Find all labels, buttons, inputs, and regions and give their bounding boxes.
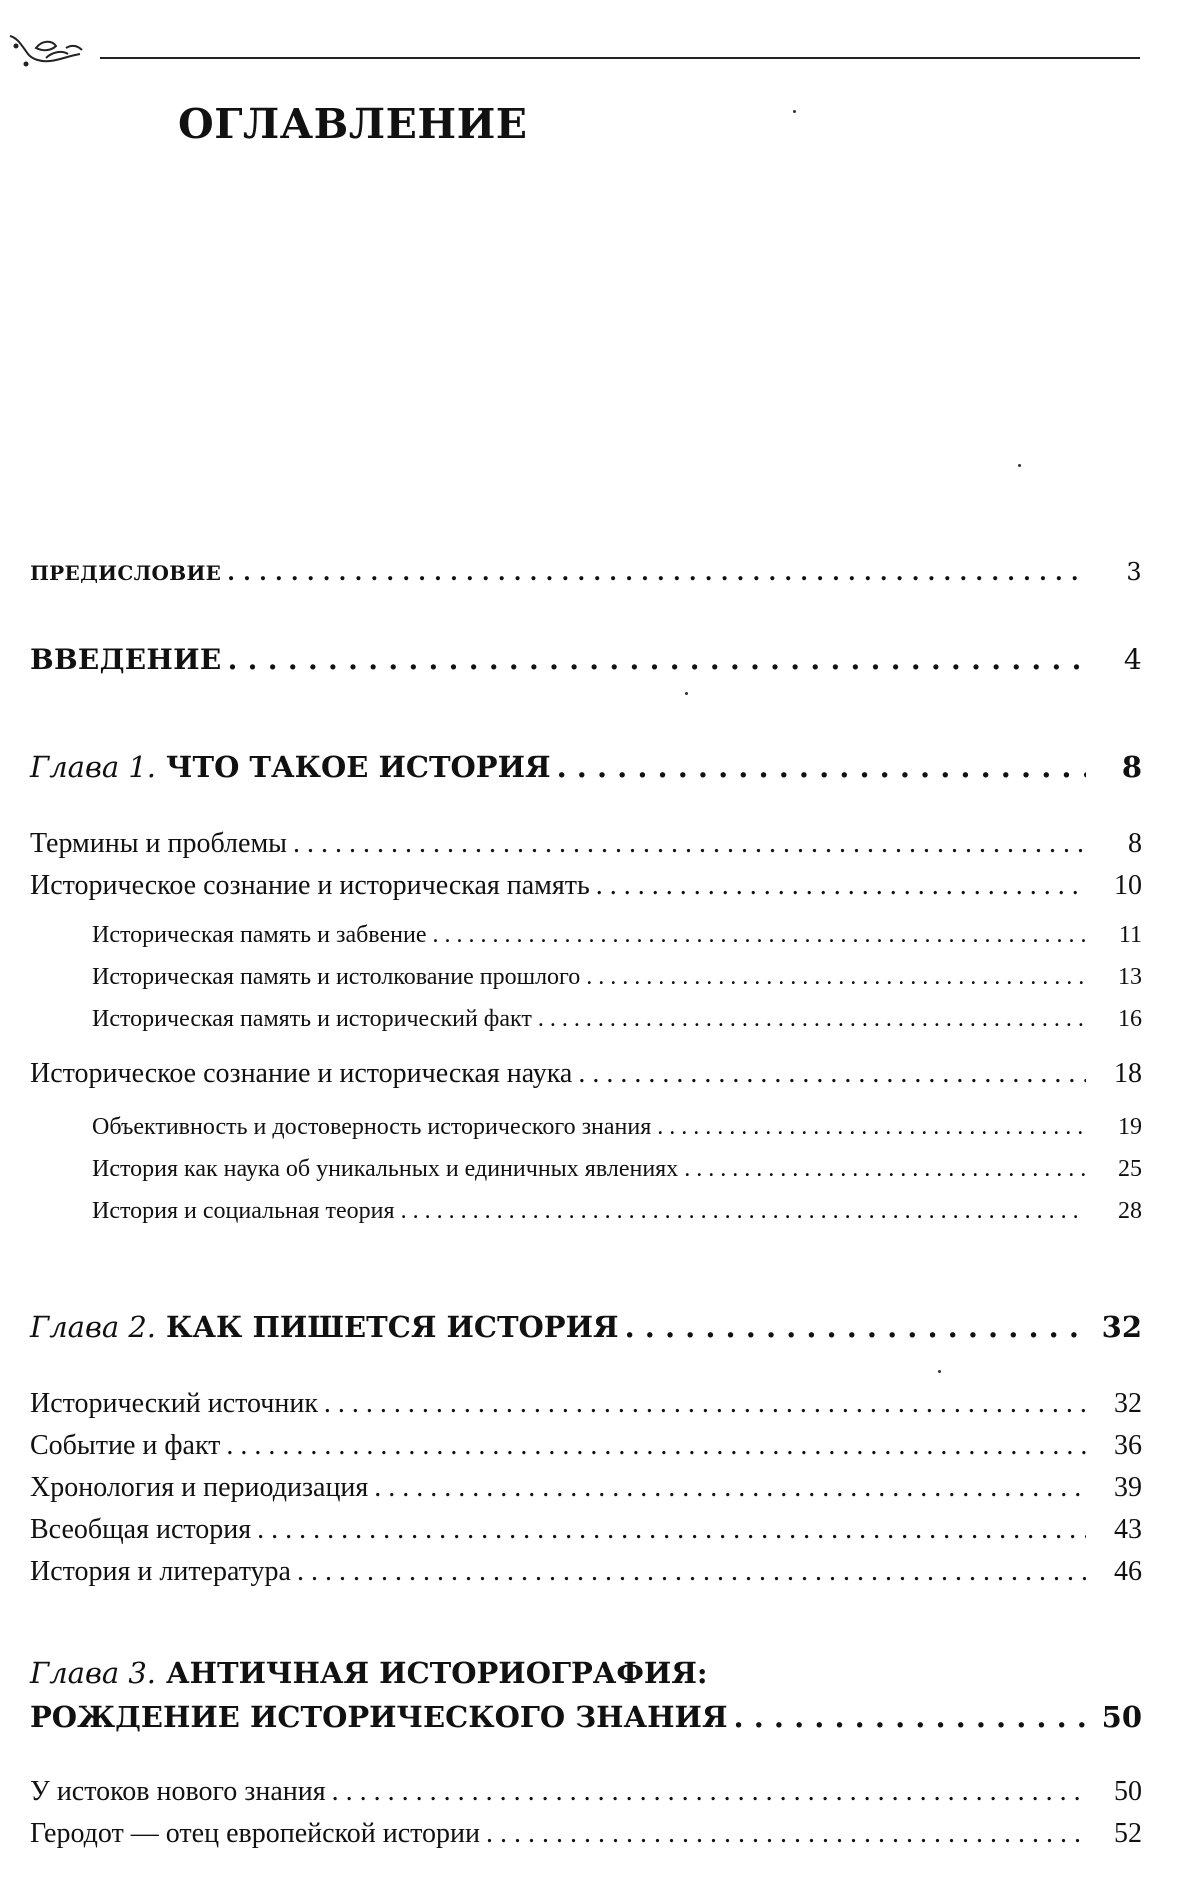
toc-subsection-label: Историческая память и забвение — [92, 922, 427, 948]
dot-leader — [293, 828, 1086, 860]
toc-section-label: Всеобщая история — [30, 1514, 252, 1545]
dot-leader — [538, 1006, 1086, 1033]
toc-entry-preface[interactable] — [0, 558, 1142, 586]
toc-section-label: Событие и факт — [30, 1430, 221, 1461]
dot-leader — [557, 750, 1086, 784]
toc-subsection-label: История и социальная теория — [92, 1198, 395, 1224]
toc-subsection-label: Объективность и достоверность исторического знания — [92, 1114, 652, 1140]
toc-page-number: 18 — [1114, 1058, 1142, 1089]
dot-leader — [226, 1430, 1086, 1462]
toc-section-label: Историческое сознание и историческая наука — [30, 1058, 573, 1089]
toc-chapter-2[interactable] — [0, 1310, 1142, 1344]
toc-page-number: 39 — [1114, 1472, 1142, 1503]
dot-leader — [596, 870, 1086, 902]
toc-entry-label: ВВЕДЕНИЕ — [30, 643, 222, 676]
chapter-label: Глава 1. — [30, 750, 157, 784]
toc-page-number: 52 — [1114, 1818, 1142, 1849]
toc-subsection-label: История как наука об уникальных и единичных явлениях — [92, 1156, 679, 1182]
scan-speck — [1018, 464, 1021, 467]
chapter-title: КАК ПИШЕТСЯ ИСТОРИЯ — [166, 1310, 619, 1344]
toc-subsection-label: Историческая память и истолкование прошлого — [92, 964, 581, 990]
chapter-title: ЧТО ТАКОЕ ИСТОРИЯ — [166, 750, 551, 784]
toc-page-number: 10 — [1114, 870, 1142, 901]
toc-section-label: Хронология и периодизация — [30, 1472, 369, 1503]
toc-subsection[interactable] — [0, 1114, 1142, 1141]
toc-page-number: 8 — [1121, 750, 1142, 784]
dot-leader — [401, 1198, 1086, 1225]
toc-subsection[interactable] — [0, 964, 1142, 991]
toc-page-number: 4 — [1123, 643, 1142, 676]
scan-speck — [793, 110, 796, 113]
toc-section[interactable] — [0, 828, 1142, 860]
toc-entry-introduction[interactable] — [0, 643, 1142, 676]
dot-leader — [257, 1514, 1086, 1546]
toc-section[interactable] — [0, 1058, 1142, 1090]
toc-page-number: 11 — [1118, 922, 1142, 948]
toc-section[interactable] — [0, 1472, 1142, 1504]
toc-section[interactable] — [0, 1430, 1142, 1462]
dot-leader — [297, 1556, 1086, 1588]
toc-page-number: 28 — [1118, 1198, 1142, 1224]
dot-leader — [433, 922, 1087, 949]
toc-page-number: 43 — [1114, 1514, 1142, 1545]
toc-page-number: 19 — [1118, 1114, 1142, 1140]
toc-page-number: 46 — [1114, 1556, 1142, 1587]
toc-subsection[interactable] — [0, 922, 1142, 949]
toc-page-number: 36 — [1114, 1430, 1142, 1461]
toc-chapter-3-heading[interactable] — [30, 1656, 708, 1690]
toc-section-label: Геродот — отец европейской истории — [30, 1818, 480, 1849]
toc-entry-label: ПРЕДИСЛОВИЕ — [30, 561, 222, 585]
toc-section-label: Исторический источник — [30, 1388, 318, 1419]
toc-section-label: Термины и проблемы — [30, 828, 287, 859]
toc-page-number: 16 — [1118, 1006, 1142, 1032]
scan-speck — [938, 1370, 941, 1373]
dot-leader — [625, 1310, 1086, 1344]
toc-page-number: 50 — [1114, 1776, 1142, 1807]
dot-leader — [324, 1388, 1086, 1420]
dot-leader — [486, 1818, 1086, 1850]
dot-leader — [228, 643, 1086, 676]
dot-leader — [374, 1472, 1086, 1504]
dot-leader — [227, 560, 1086, 586]
toc-chapter-1[interactable] — [0, 750, 1142, 784]
toc-subsection[interactable] — [0, 1156, 1142, 1183]
toc-section-label: Историческое сознание и историческая память — [30, 870, 590, 901]
chapter-label: Глава 3. — [30, 1656, 157, 1690]
toc-section-label: История и литература — [30, 1556, 291, 1587]
toc-section[interactable] — [0, 1388, 1142, 1420]
chapter-title-line-1: АНТИЧНАЯ ИСТОРИОГРАФИЯ: — [166, 1656, 708, 1690]
dot-leader — [578, 1058, 1086, 1090]
toc-section[interactable] — [0, 1818, 1142, 1850]
toc-section[interactable] — [0, 1776, 1142, 1808]
toc-chapter-3[interactable] — [0, 1700, 1142, 1734]
toc-page-number: 8 — [1128, 828, 1142, 859]
toc-page-number: 32 — [1101, 1310, 1142, 1344]
header-rule — [100, 57, 1140, 59]
toc-page-number: 25 — [1118, 1156, 1142, 1182]
toc-subsection[interactable] — [0, 1006, 1142, 1033]
page-title: ОГЛАВЛЕНИЕ — [178, 100, 528, 148]
dot-leader — [586, 964, 1086, 991]
floral-ornament-icon — [6, 28, 88, 68]
toc-section[interactable] — [0, 1556, 1142, 1588]
dot-leader — [684, 1156, 1086, 1183]
toc-page-number: 13 — [1118, 964, 1142, 990]
toc-section-label: У истоков нового знания — [30, 1776, 326, 1807]
toc-section[interactable] — [0, 870, 1142, 902]
dot-leader — [332, 1776, 1086, 1808]
dot-leader — [657, 1114, 1086, 1141]
toc-subsection[interactable] — [0, 1198, 1142, 1225]
chapter-title-line-2: РОЖДЕНИЕ ИСТОРИЧЕСКОГО ЗНАНИЯ — [30, 1700, 728, 1734]
scan-speck — [685, 692, 688, 695]
chapter-label: Глава 2. — [30, 1310, 157, 1344]
toc-page-number: 50 — [1101, 1700, 1142, 1734]
toc-page-number: 3 — [1126, 558, 1142, 586]
dot-leader — [734, 1700, 1086, 1734]
toc-subsection-label: Историческая память и исторический факт — [92, 1006, 532, 1032]
toc-page-number: 32 — [1114, 1388, 1142, 1419]
toc-section[interactable] — [0, 1514, 1142, 1546]
